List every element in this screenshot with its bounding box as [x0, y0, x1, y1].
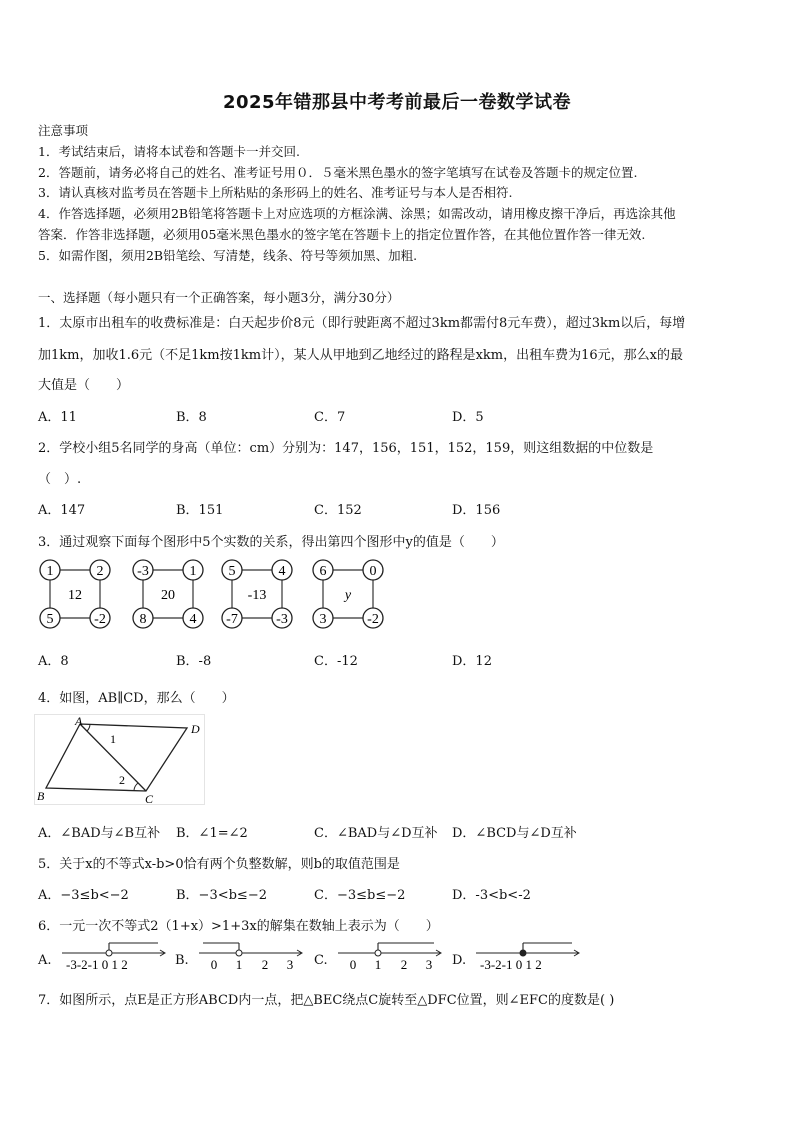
q4-figure: [34, 714, 209, 806]
q4-label-a: A: [75, 714, 83, 728]
q1-option-b: B．8: [176, 410, 207, 425]
q6-numberline-b: [195, 940, 307, 974]
q6-label-b: B.: [175, 953, 189, 968]
q5-option-a: A．−3≤b<−2: [38, 888, 129, 903]
note-5: 5．如需作图，须用2B铅笔绘、写清楚，线条、符号等须加黑、加粗.: [38, 248, 418, 263]
fig3-bl: -7: [226, 612, 238, 627]
fig1-br: -2: [94, 612, 106, 627]
page-title: 2025年错那县中考考前最后一卷数学试卷: [222, 92, 572, 113]
q3-figure-1: [40, 560, 110, 628]
q4-angle-2: 2: [119, 773, 125, 787]
q6-axis-c-3: 3: [425, 957, 433, 972]
q6-axis-c-1: 1: [374, 957, 382, 972]
q6-label-a: A.: [38, 953, 52, 968]
q6-axis-d-labels: -3-2-1 0 1 2: [480, 957, 542, 972]
q4-label-b: B: [37, 789, 45, 803]
q5-option-d: D．-3<b<-2: [452, 888, 531, 903]
q4-label-d: D: [191, 722, 200, 736]
q4-angle-1: 1: [110, 732, 116, 746]
fig1-tr: 2: [96, 564, 104, 579]
q3-line1: 3．通过观察下面每个图形中5个实数的关系，得出第四个图形中y的值是（ ）: [38, 535, 504, 550]
q6-axis-b-1: 1: [235, 957, 243, 972]
q2-line1: 2．学校小组5名同学的身高（单位：cm）分别为：147，156，151，152，159，则这组数据的中位数是: [38, 441, 654, 456]
q2-line2: （ ）.: [38, 472, 82, 487]
q6-axis-c-2: 2: [400, 957, 408, 972]
q7-line1: 7．如图所示，点E是正方形ABCD内一点，把△BEC绕点C旋转至△DFC位置，则∠EFC的度数是( ): [38, 993, 615, 1008]
q3-option-c: C．-12: [314, 654, 358, 669]
q6-label-c: C.: [314, 953, 328, 968]
q2-option-d: D．156: [452, 503, 501, 518]
q4-label-c: C: [145, 792, 154, 806]
q5-option-b: B．−3<b≤−2: [176, 888, 267, 903]
q3-option-d: D．12: [452, 654, 492, 669]
q3-figure-2: [133, 560, 203, 628]
q6-numberline-a: [58, 940, 170, 974]
q1-option-a: A．11: [38, 410, 77, 425]
fig4-bl: 3: [319, 612, 327, 627]
q4-option-b: B．∠1=∠2: [176, 826, 248, 841]
q6-label-d: D.: [452, 953, 467, 968]
q4-option-d: D．∠BCD与∠D互补: [452, 826, 577, 841]
fig4-tl: 6: [319, 564, 327, 579]
fig3-tr: 4: [278, 564, 286, 579]
fig2-tr: 1: [189, 564, 197, 579]
fig3-br: -3: [276, 612, 288, 627]
fig4-center: y: [344, 588, 352, 603]
note-4-cont: 答案．作答非选择题，必须用05毫米黑色墨水的签字笔在答题卡上的指定位置作答，在其他位置作答一律无效.: [38, 227, 646, 242]
q2-option-a: A．147: [38, 503, 86, 518]
q1-line1: 1．太原市出租车的收费标准是：白天起步价8元（即行驶距离不超过3km都需付8元车费），超过3km以后，每增: [38, 316, 686, 331]
q4-option-c: C．∠BAD与∠D互补: [314, 826, 438, 841]
fig2-center: 20: [161, 588, 175, 603]
q6-numberline-d: [472, 940, 584, 974]
notes-heading: 注意事项: [38, 123, 89, 138]
fig1-bl: 5: [46, 612, 54, 627]
q1-option-c: C．7: [314, 410, 346, 425]
q4-option-a: A．∠BAD与∠B互补: [38, 826, 161, 841]
q6-axis-b-2: 2: [261, 957, 269, 972]
fig1-center: 12: [68, 588, 82, 603]
note-3: 3．请认真核对监考员在答题卡上所粘贴的条形码上的姓名、准考证号与本人是否相符.: [38, 185, 513, 200]
q1-line3: 大值是（ ）: [38, 378, 130, 393]
fig3-tl: 5: [228, 564, 236, 579]
fig1-tl: 1: [46, 564, 54, 579]
q3-option-b: B．-8: [176, 654, 212, 669]
q6-axis-b-0: 0: [210, 957, 218, 972]
q3-figure-4: [313, 560, 383, 628]
q6-line1: 6．一元一次不等式2（1+x）>1+3x的解集在数轴上表示为（ ）: [38, 919, 439, 934]
q1-line2: 加1km，加收1.6元（不足1km按1km计），某人从甲地到乙地经过的路程是xkm，出租车费为16元，那么x的最: [38, 348, 684, 363]
q6-axis-b-3: 3: [286, 957, 294, 972]
fig2-br: 4: [189, 612, 197, 627]
q6-axis-a-labels: -3-2-1 0 1 2: [66, 957, 128, 972]
note-2: 2．答题前，请务必将自己的姓名、准考证号用０．５毫米黑色墨水的签字笔填写在试卷及答题卡的规定位置.: [38, 165, 638, 180]
q3-figure-3: [222, 560, 292, 628]
fig4-tr: 0: [369, 564, 377, 579]
q2-option-c: C．152: [314, 503, 362, 518]
q5-line1: 5．关于x的不等式x-b>0恰有两个负整数解，则b的取值范围是: [38, 857, 400, 872]
q3-figures: [30, 554, 400, 634]
q6-axis-c-0: 0: [349, 957, 357, 972]
note-1: 1．考试结束后，请将本试卷和答题卡一并交回.: [38, 144, 300, 159]
q1-option-d: D．5: [452, 410, 484, 425]
fig4-br: -2: [367, 612, 379, 627]
q5-option-c: C．−3≤b≤−2: [314, 888, 406, 903]
q6-numberline-c: [334, 940, 446, 974]
q2-option-b: B．151: [176, 503, 224, 518]
q3-option-a: A．8: [38, 654, 69, 669]
note-4: 4．作答选择题，必须用2B铅笔将答题卡上对应选项的方框涂满、涂黑；如需改动，请用橡皮擦干净后，再选涂其他: [38, 206, 676, 221]
fig2-tl: -3: [137, 564, 149, 579]
q4-line1: 4．如图，AB∥CD，那么（ ）: [38, 691, 235, 706]
fig2-bl: 8: [139, 612, 147, 627]
section-heading: 一、选择题（每小题只有一个正确答案，每小题3分，满分30分）: [38, 290, 400, 305]
fig3-center: -13: [247, 588, 267, 603]
